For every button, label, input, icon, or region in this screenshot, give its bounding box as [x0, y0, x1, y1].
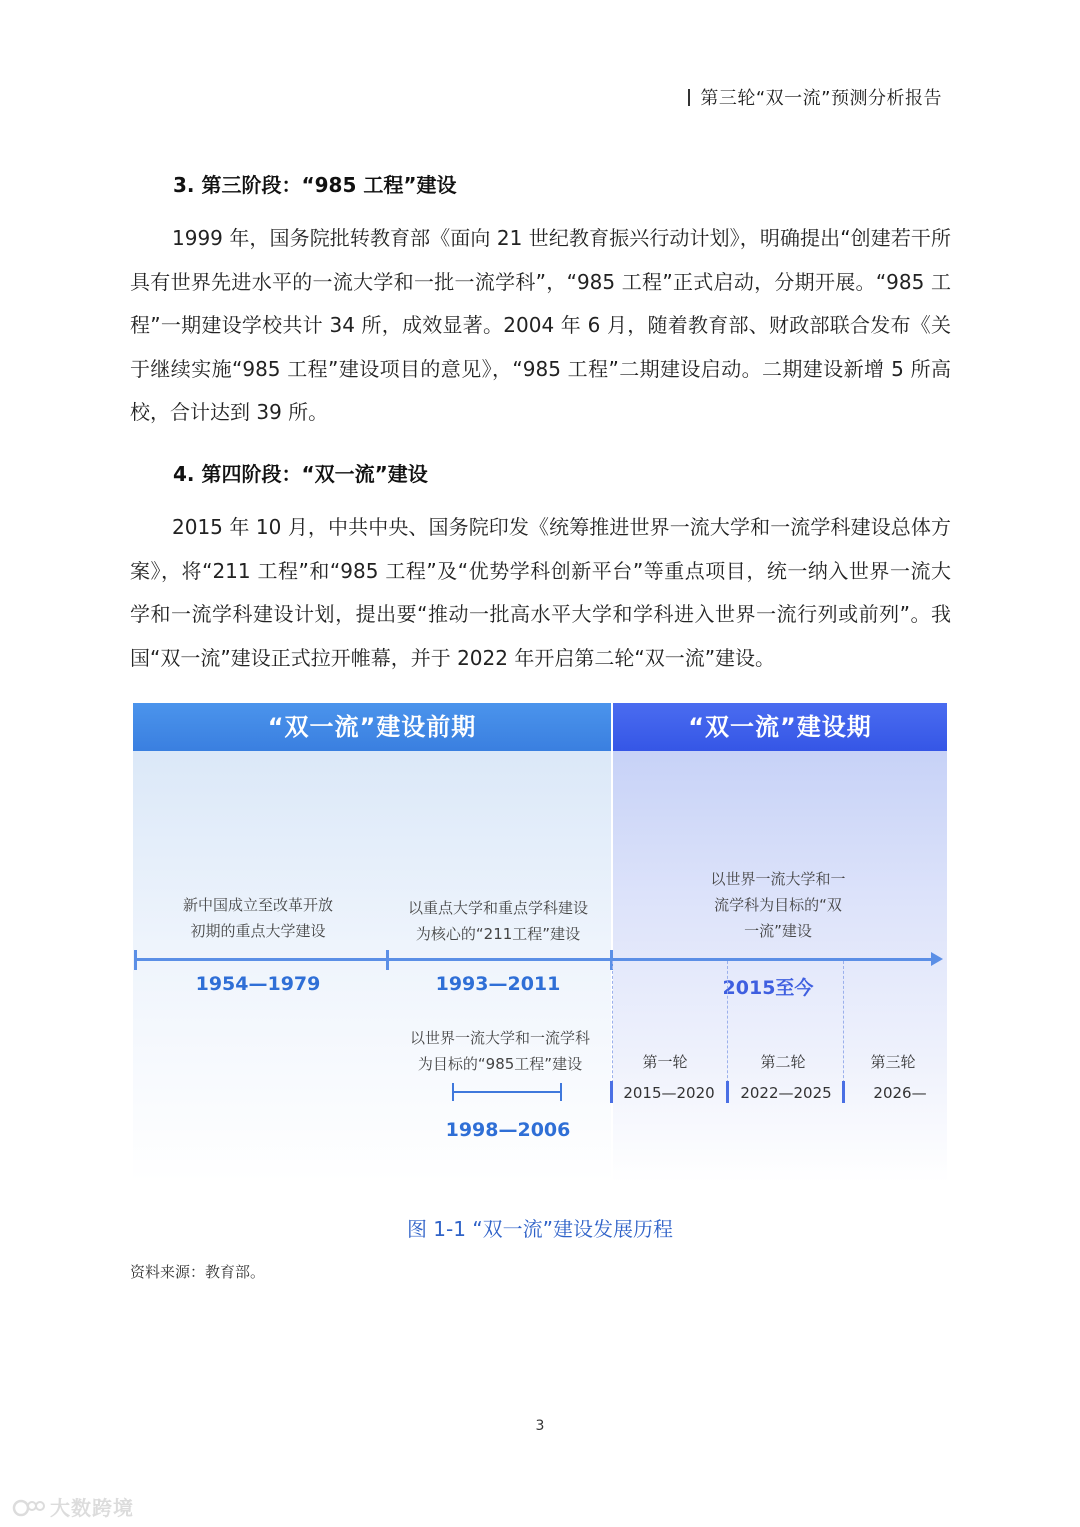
stage3-desc-line: 一流”建设 [744, 922, 812, 940]
section-4-heading: 4. 第四阶段：“双一流”建设 [173, 462, 428, 486]
sub985-years: 1998—2006 [445, 1119, 571, 1141]
round-1-label: 第一轮 [642, 1053, 688, 1071]
stage3-years: 2015至今 [722, 977, 814, 999]
section-4-paragraph: 2015 年 10 月，中共中央、国务院印发《统筹推进世界一流大学和一流学科建设总体方案》，将“211 工程”和“985 工程”及“优势学科创新平台”等重点项目，统一纳入世界一流大学和一流学科建设计划，提出要“推动一批高水平大学和学科进入世界一流行列或前列”。我国“双一流”建设正式拉开帷幕，并于 2022 年开启第二轮“双一流”建设。 [130, 515, 951, 670]
sub985-desc-line: 以世界一流大学和一流学科 [409, 1029, 590, 1047]
watermark-text: 大数跨境 [50, 1496, 134, 1520]
stage2-years: 1993—2011 [435, 973, 561, 995]
stage1-years: 1954—1979 [195, 973, 321, 995]
round-1-marker [610, 1081, 613, 1103]
timeline-axis [135, 958, 933, 961]
pre-period-header: “双一流”建设前期 [133, 703, 611, 751]
stage2-desc-line: 以重点大学和重点学科建设 [407, 899, 588, 917]
axis-tick [386, 950, 389, 970]
sub985-desc-line: 为目标的“985工程”建设 [417, 1055, 583, 1073]
round-2-marker [726, 1081, 729, 1103]
page-number: 3 [535, 1418, 545, 1434]
report-header [688, 84, 942, 110]
stage1-desc-line: 初期的重点大学建设 [190, 922, 326, 940]
section-3-paragraph: 1999 年，国务院批转教育部《面向 21 世纪教育振兴行动计划》，明确提出“创建若干所具有世界先进水平的一流大学和一批一流学科”，“985 工程”正式启动，分期开展。“985 工程”一期建设学校共计 34 所，成效显著。2004 年 6 月，随着教育部、财政部联合发布《关于继续实施“985 工程”建设项目的意见》，“985 工程”二期建设启动。二期建设新增 5 所高校，合计达到 39 所。 [130, 226, 951, 425]
report-title: 第三轮“双一流”预测分析报告 [700, 88, 942, 109]
figure-source: 资料来源：教育部。 [130, 1263, 266, 1281]
stage2-description [383, 895, 613, 947]
timeline-figure [133, 703, 947, 1183]
header-divider [688, 89, 690, 106]
stage3-description [673, 866, 883, 944]
stage3-desc-line: 以世界一流大学和一 [710, 870, 846, 888]
round-2-label: 第二轮 [760, 1053, 806, 1071]
sub985-description [385, 1025, 615, 1077]
stage1-description [153, 892, 363, 944]
round-3-label: 第三轮 [870, 1053, 916, 1071]
section-3-heading: 3. 第三阶段：“985 工程”建设 [173, 173, 457, 197]
timeline-arrow [931, 952, 943, 966]
stage2-desc-line: 为核心的“211工程”建设 [415, 925, 581, 943]
watermark-logo-icon [12, 1497, 46, 1519]
axis-tick [134, 950, 137, 970]
sub985-tick [452, 1083, 454, 1101]
round-3-years: 2026— [873, 1084, 927, 1102]
period-panel [613, 751, 947, 1183]
figure-caption: 图 1-1 “双一流”建设发展历程 [406, 1217, 674, 1241]
sub985-tick [560, 1083, 562, 1101]
stage3-desc-line: 流学科为目标的“双 [714, 896, 842, 914]
round-2-years: 2022—2025 [740, 1084, 832, 1102]
stage1-desc-line: 新中国成立至改革开放 [182, 896, 333, 914]
watermark [12, 1492, 134, 1521]
sub985-range-line [453, 1091, 561, 1093]
period-header: “双一流”建设期 [613, 703, 947, 751]
round-1-years: 2015—2020 [623, 1084, 715, 1102]
